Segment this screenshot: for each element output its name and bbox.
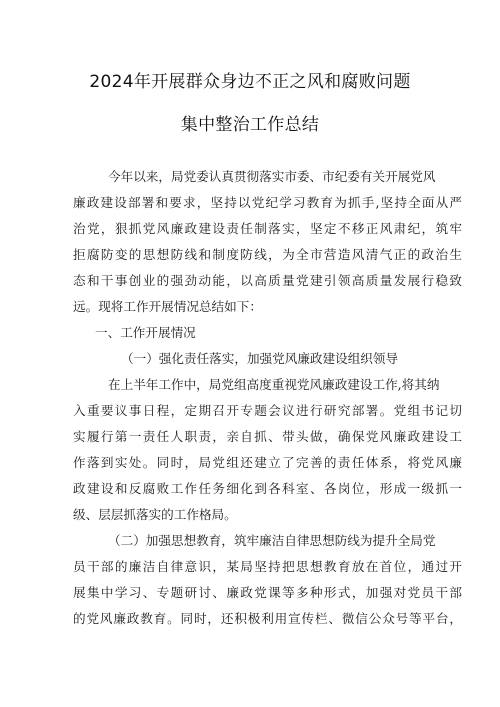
sub1-line-3: 实履行第一责任人职责，亲自抓、带头做，确保党风廉政建设工 bbox=[73, 429, 462, 444]
sub1-line-5: 政建设和反腐败工作任务细化到各科室、各岗位，形成一级抓一 bbox=[73, 481, 462, 496]
sub2-line-2: 员干部的廉洁自律意识，某局坚持把思想教育放在首位，通过开 bbox=[73, 559, 462, 574]
sub2-line-4: 的党风廉政教育。同时，还积极利用宣传栏、微信公众号等平台， bbox=[73, 611, 462, 626]
sub2-line-3: 展集中学习、专题研讨、廉政党课等多种形式，加强对党员干部 bbox=[73, 585, 462, 600]
sub1-line-1: 在上半年工作中，局党组高度重视党风廉政建设工作,将其纳 bbox=[108, 377, 440, 392]
document-title-line-1: 2024年开展群众身边不正之风和腐败问题 bbox=[89, 72, 411, 92]
sub1-line-4: 作落到实处。同时，局党组还建立了完善的责任体系，将党风廉 bbox=[73, 455, 462, 470]
sub2-line-1: （二）加强思想教育，筑牢廉洁自律思想防线为提升全局党 bbox=[108, 533, 436, 548]
intro-line-4: 拒腐防变的思想防线和制度防线，为全市营造风清气正的政治生 bbox=[73, 247, 462, 262]
intro-line-1: 今年以来，局党委认真贯彻落实市委、市纪委有关开展党风 bbox=[108, 169, 436, 184]
document-title-line-2: 集中整治工作总结 bbox=[180, 115, 320, 135]
intro-line-2: 廉政建设部署和要求，坚持以党纪学习教育为抓手,坚持全面从严 bbox=[73, 195, 462, 210]
section-heading: 一、工作开展情况 bbox=[95, 325, 196, 340]
intro-line-6: 远。现将工作开展情况总结如下： bbox=[73, 299, 262, 314]
sub1-line-6: 级、层层抓落实的工作格局。 bbox=[73, 507, 237, 522]
sub1-line-2: 入重要议事日程，定期召开专题会议进行研究部署。党组书记切 bbox=[73, 403, 462, 418]
intro-line-3: 治党，狠抓党风廉政建设责任制落实，坚定不移正风肃纪，筑牢 bbox=[73, 221, 462, 236]
intro-line-5: 态和干事创业的强劲动能，以高质量党建引领高质量发展行稳致 bbox=[73, 273, 462, 288]
subsection-heading-1: （一）强化责任落实，加强党风廉政建设组织领导 bbox=[121, 351, 399, 366]
